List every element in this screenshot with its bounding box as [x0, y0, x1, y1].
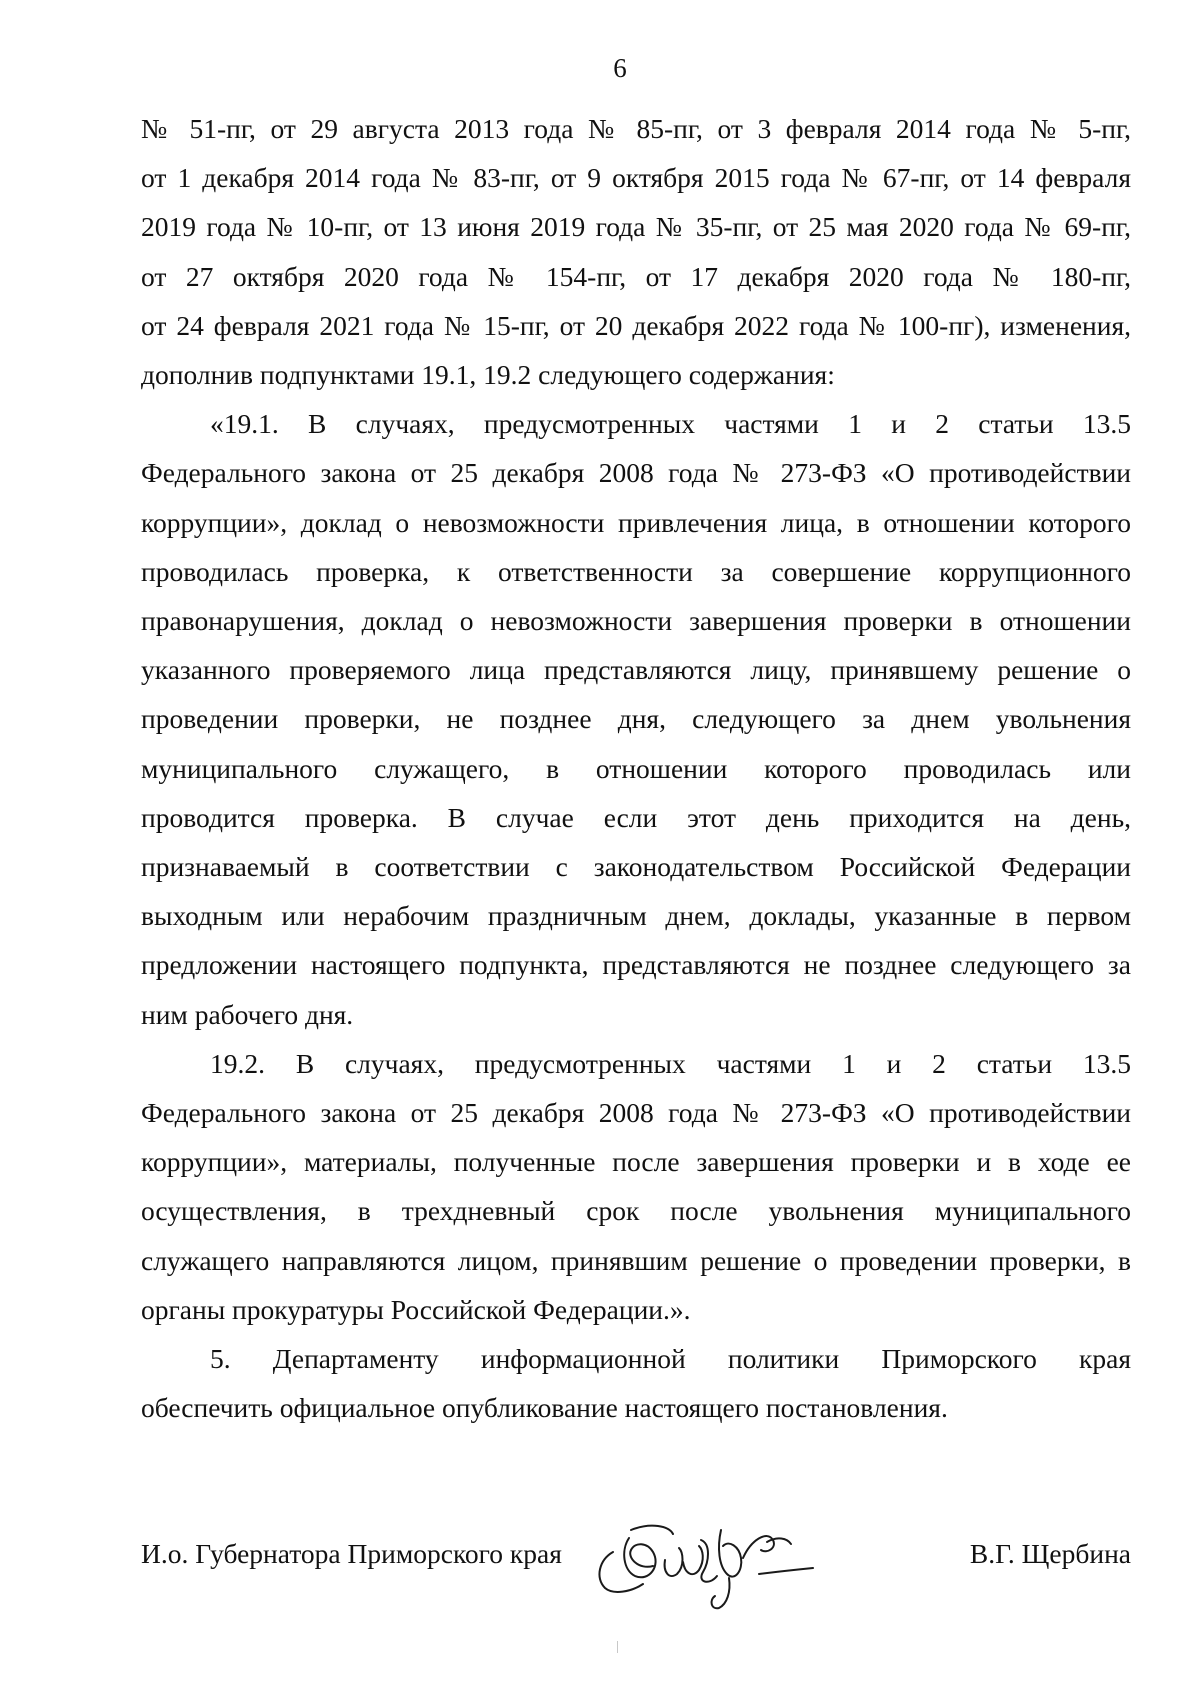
text-line: органы прокуратуры Российской Федерации.».	[141, 1293, 691, 1325]
text-line: «19.1. В случаях, предусмотренных частями 1 и 2 статьи 13.5	[210, 408, 1131, 440]
text-line: от 24 февраля 2021 года № 15-пг, от 20 декабря 2022 года № 100-пг), изменения,	[141, 309, 1131, 341]
signer-position: И.о. Губернатора Приморского края	[141, 1538, 562, 1569]
text-line: ним рабочего дня.	[141, 998, 354, 1030]
text-line: от 1 декабря 2014 года № 83-пг, от 9 октября 2015 года № 67-пг, от 14 февраля	[141, 162, 1131, 194]
text-line: признаваемый в соответствии с законодательством Российской Федерации	[141, 851, 1131, 883]
text-line: коррупции», доклад о невозможности привлечения лица, в отношении которого	[141, 506, 1131, 538]
paragraph-subitem-19-1	[141, 399, 1131, 1039]
text-line: 2019 года № 10-пг, от 13 июня 2019 года № 35-пг, от 25 мая 2020 года № 69-пг,	[141, 211, 1131, 243]
text-line: Федерального закона от 25 декабря 2008 года № 273-ФЗ «О противодействии	[141, 1097, 1131, 1129]
text-line: № 51-пг, от 29 августа 2013 года № 85-пг, от 3 февраля 2014 года № 5-пг,	[141, 113, 1131, 144]
text-line: Федерального закона от 25 декабря 2008 года № 273-ФЗ «О противодействии	[141, 457, 1131, 489]
handwritten-signature	[591, 1500, 821, 1615]
text-line: служащего направляются лицом, принявшим решение о проведении проверки, в	[141, 1244, 1131, 1276]
paragraph-item-5	[141, 1334, 1131, 1432]
scan-artifact	[617, 1641, 618, 1653]
signature-block	[141, 1532, 1131, 1582]
signer-name: В.Г. Щербина	[969, 1538, 1131, 1569]
text-line: 5. Департаменту информационной политики Приморского края	[210, 1343, 1131, 1375]
paragraph-subitem-19-2	[141, 1039, 1131, 1334]
text-line: выходным или нерабочим праздничным днем, доклады, указанные в первом	[141, 900, 1131, 932]
text-line: указанного проверяемого лица представляются лицу, принявшему решение о	[141, 654, 1131, 686]
text-line: обеспечить официальное опубликование настоящего постановления.	[141, 1392, 948, 1424]
text-line: правонарушения, доклад о невозможности завершения проверки в отношении	[141, 605, 1131, 637]
text-line: осуществления, в трехдневный срок после увольнения муниципального	[141, 1195, 1131, 1227]
text-line: муниципального служащего, в отношении которого проводилась или	[141, 752, 1131, 784]
text-line: проводилась проверка, к ответственности за совершение коррупционного	[141, 555, 1131, 587]
text-line: проведении проверки, не позднее дня, следующего за днем увольнения	[141, 703, 1131, 735]
text-line: коррупции», материалы, полученные после завершения проверки и в ходе ее	[141, 1146, 1131, 1178]
text-line: предложении настоящего подпункта, представляются не позднее следующего за	[141, 949, 1131, 981]
text-line: дополнив подпунктами 19.1, 19.2 следующего содержания:	[141, 359, 835, 391]
text-line: проводится проверка. В случае если этот день приходится на день,	[141, 801, 1131, 833]
text-line: от 27 октября 2020 года № 154-пг, от 17 декабря 2020 года № 180-пг,	[141, 260, 1131, 292]
text-line: 19.2. В случаях, предусмотренных частями 1 и 2 статьи 13.5	[210, 1047, 1131, 1079]
document-body	[141, 104, 1131, 1432]
page-number: 6	[613, 53, 627, 83]
paragraph-amendment-list	[141, 104, 1131, 399]
